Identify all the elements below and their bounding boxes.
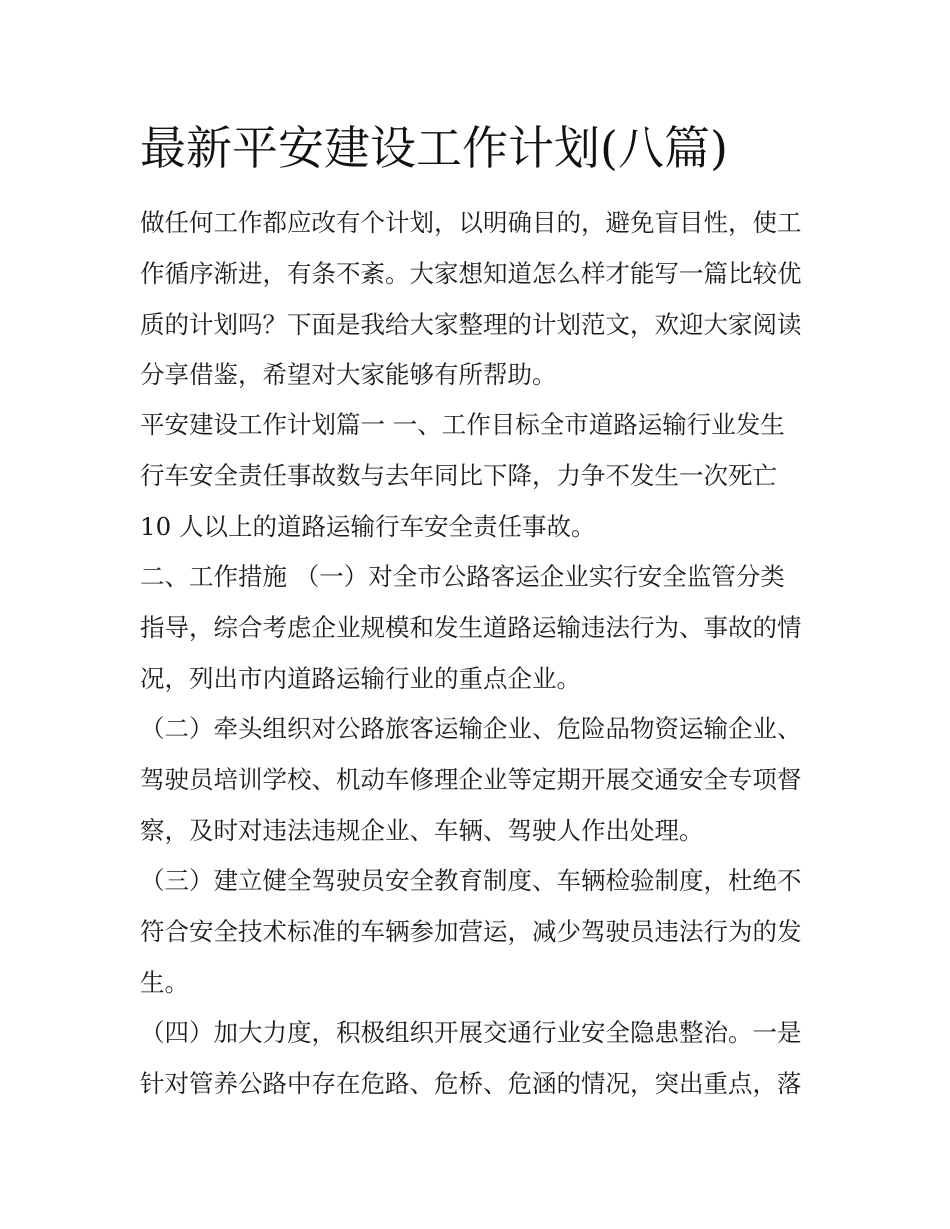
text-line: 做任何工作都应改有个计划，以明确目的，避免盲目性，使工: [140, 208, 802, 237]
text-line: 二、工作措施 （一）对全市公路客运企业实行安全监管分类: [140, 562, 785, 591]
text-line: 生。: [140, 968, 189, 997]
text-line: （四）加大力度，积极组织开展交通行业安全隐患整治。一是: [140, 1018, 802, 1047]
document-title: 最新平安建设工作计划(八篇): [140, 121, 728, 175]
text-line: 10 人以上的道路运输行车安全责任事故。: [140, 512, 596, 541]
text-line: 察，及时对违法违规企业、车辆、驾驶人作出处理。: [140, 816, 704, 845]
text-line: 作循序渐进，有条不紊。大家想知道怎么样才能写一篇比较优: [140, 259, 802, 288]
text-line: 质的计划吗？下面是我给大家整理的计划范文，欢迎大家阅读: [140, 310, 802, 339]
text-line: 分享借鉴，希望对大家能够有所帮助。: [140, 360, 557, 389]
text-line: 驾驶员培训学校、机动车修理企业等定期开展交通安全专项督: [140, 765, 802, 794]
text-line: 指导，综合考虑企业规模和发生道路运输违法行为、事故的情: [140, 613, 802, 642]
text-line: 行车安全责任事故数与去年同比下降，力争不发生一次死亡: [140, 461, 777, 490]
text-line: （二）牵头组织对公路旅客运输企业、危险品物资运输企业、: [140, 714, 802, 743]
text-line: 况，列出市内道路运输行业的重点企业。: [140, 664, 581, 693]
text-line: 针对管养公路中存在危路、危桥、危涵的情况，突出重点，落: [140, 1069, 802, 1098]
text-line: 符合安全技术标准的车辆参加营运，减少驾驶员违法行为的发: [140, 917, 802, 946]
text-line: （三）建立健全驾驶员安全教育制度、车辆检验制度，杜绝不: [140, 866, 802, 895]
text-line: 平安建设工作计划篇一 一、工作目标全市道路运输行业发生: [140, 410, 785, 439]
